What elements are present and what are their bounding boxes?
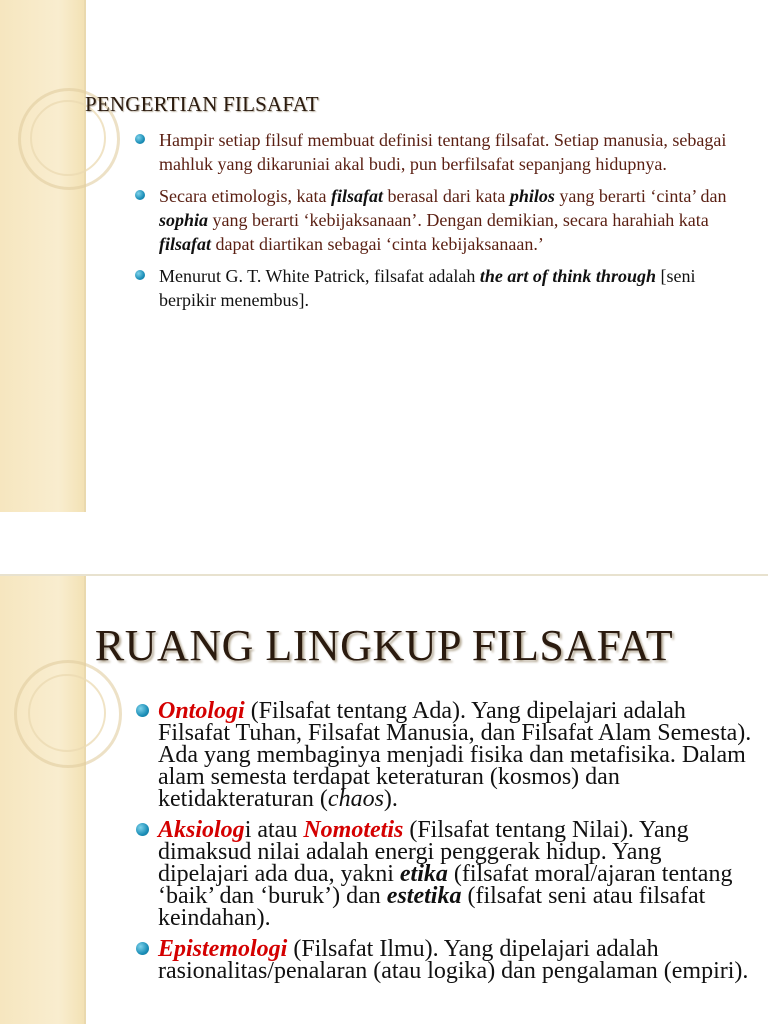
bullet-icon [136,704,149,717]
bullet-text: Menurut G. T. White Patrick, filsafat adalah the art of think through [seni berpikir menembus]. [159,266,696,310]
decorative-side-band [0,0,84,512]
bullet-list [136,700,756,991]
bullet-icon [135,190,145,200]
bullet-text: Ontologi (Filsafat tentang Ada). Yang dipelajari adalah Filsafat Tuhan, Filsafat Manusia, dan Filsafat Alam Semesta). Ada yang membaginya menjadi fisika dan metafisika. Dalam alam semesta terdapat keteraturan (kosmos) dan ketidakteraturan (chaos). [158,698,752,812]
bullet-text: Hampir setiap filsuf membuat definisi tentang filsafat. Setiap manusia, sebagai mahluk yang dikaruniai akal budi, pun berfilsafat sepanjang hidupnya. [159,130,727,174]
decorative-ring-inner [28,674,106,752]
keyword-etika: etika [399,861,448,887]
list-item [136,819,756,929]
bullet-text: Secara etimologis, kata filsafat berasal dari kata philos yang berarti ‘cinta’ dan sophia yang berarti ‘kebijaksanaan’. Dengan demikian, secara harahiah kata filsafat dapat diartikan sebagai ‘cinta kebijaksanaan.’ [159,186,727,254]
list-item [134,264,754,312]
bullet-icon [136,823,149,836]
slide-ruang-lingkup [0,576,768,1024]
list-item [136,700,756,810]
keyword-estetika: estetika [386,883,462,909]
keyword-sophia: sophia [159,210,209,230]
list-item [134,184,754,256]
keyword-epistemologi: Epistemologi [158,936,288,962]
bullet-icon [135,134,145,144]
side-band-edge [84,0,86,512]
keyword-chaos: chaos [327,786,384,812]
keyword-filsafat: filsafat [330,186,383,206]
keyword-aksiologi: Aksiolog [158,817,245,843]
slide-title: PENGERTIAN FILSAFAT [85,92,319,116]
bullet-text: Epistemologi (Filsafat Ilmu). Yang dipelajari adalah rasionalitas/penalaran (atau logika) dan pengalaman (empiri). [158,936,749,984]
keyword-nomotetis: Nomotetis [303,817,404,843]
bullet-icon [136,942,149,955]
bullet-text: Aksiologi atau Nomotetis (Filsafat tentang Nilai). Yang dimaksud nilai adalah energi penggerak hidup. Yang dipelajari ada dua, yakni etika (filsafat moral/ajaran tentang ‘baik’ dan ‘buruk’) dan estetika (filsafat seni atau filsafat keindahan). [158,817,733,931]
keyword-art-of-think-through: the art of think through [479,266,656,286]
bullet-list [134,128,754,320]
keyword-ontologi: Ontologi [158,698,245,724]
keyword-filsafat: filsafat [159,234,211,254]
keyword-philos: philos [509,186,555,206]
bullet-icon [135,270,145,280]
list-item [134,128,754,176]
list-item [136,938,756,982]
slide-title: RUANG LINGKUP FILSAFAT [94,621,674,670]
